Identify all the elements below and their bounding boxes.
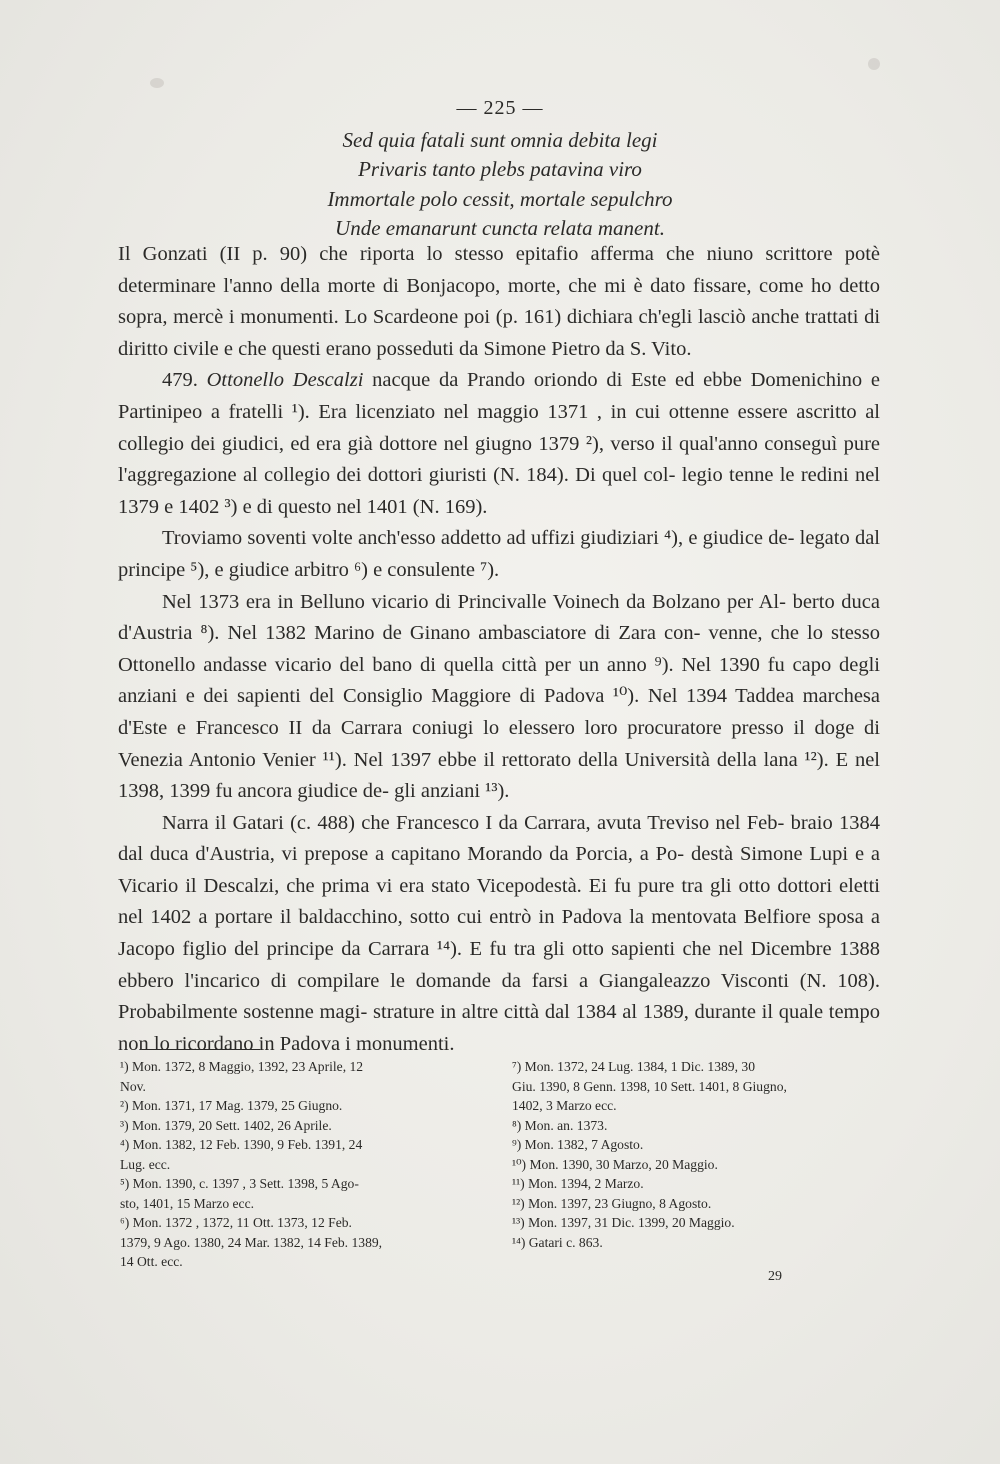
footnotes-left (120, 1057, 490, 1272)
text-line: in Padova la mentovata Belfiore sposa a Jacopo figlio del principe da Carrara ¹⁴). (118, 906, 881, 961)
footnote-line: Giu. 1390, 8 Genn. 1398, 10 Sett. 1401, 8 Giugno, (512, 1078, 787, 1094)
text-line: venne, che lo stesso Ottonello andasse vicario del bano di quella città per un anno ⁹). (118, 622, 881, 676)
paragraph-gatari (118, 808, 880, 1061)
footnote-line: sto, 1401, 15 Marzo ecc. (120, 1195, 255, 1211)
entry-number: 479. (162, 369, 198, 392)
signature-mark: 29 (768, 1269, 782, 1284)
footnote-line: ⁸) Mon. an. 1373. (512, 1117, 608, 1133)
footnote-line: 1379, 9 Ago. 1380, 24 Mar. 1382, 14 Feb. 1389, (120, 1234, 383, 1250)
epitaph-line-1: Sed quia fatali sunt omnia debita legi (342, 128, 658, 152)
footnote-line: ⁵) Mon. 1390, c. 1397 , 3 Sett. 1398, 5 Ago- (120, 1176, 359, 1191)
text-line: Troviamo soventi volte anch'esso addetto ad uffizi giudiziari ⁴), e giudice de- (162, 527, 795, 550)
text-line: gli anziani ¹³). (394, 780, 510, 803)
text-line: loro procuratore presso il doge di Venezia Antonio Venier ¹¹). Nel 1397 ebbe il (118, 716, 880, 771)
text-line: legio tenne le redini nel 1379 e 1402 ³) e di questo nel 1401 (N. 169). (118, 464, 881, 518)
text-line: ascritto al collegio dei giudici, ed era già dottore nel giugno 1379 ²), verso il qual'anno (118, 400, 881, 455)
footnote-line: ²) Mon. 1371, 17 Mag. 1379, 25 Giugno. (120, 1098, 343, 1113)
text-line: in Padova i monumenti. (258, 1032, 455, 1055)
footnote-line: ⁴) Mon. 1382, 12 Feb. 1390, 9 Feb. 1391, 24 (120, 1137, 363, 1152)
page-number: — 225 — (456, 97, 544, 119)
footnote-line: ⁶) Mon. 1372 , 1372, 11 Ott. 1373, 12 Feb. (120, 1215, 352, 1230)
text-line: Il Gonzati (II p. 90) che riporta lo stesso epitafio afferma che niuno scrittore (118, 243, 833, 265)
paragraph-offices (118, 523, 880, 586)
footnote-line: ⁷) Mon. 1372, 24 Lug. 1384, 1 Dic. 1389, 30 (512, 1059, 755, 1074)
epitaph-line-4: Unde emanarunt cuncta relata manent. (335, 216, 665, 240)
epitaph-line-3: Immortale polo cessit, mortale sepulchro (327, 187, 673, 211)
text-line: Nel 1390 fu capo degli anziani e dei sapienti del Consiglio Maggiore di Padova ¹⁰). (118, 653, 880, 708)
entry-name: Ottonello Descalzi (206, 369, 364, 392)
text-line: e Partinipeo a fratelli ¹). Era licenziato nel maggio 1371 , in cui ottenne essere (118, 369, 881, 423)
footnote-line: 1402, 3 Marzo ecc. (512, 1098, 617, 1113)
text-line: legato dal principe ⁵), e giudice arbitro ⁶) e consulente ⁷). (118, 527, 880, 581)
paragraph-479 (118, 365, 880, 523)
footnotes-right (512, 1057, 892, 1252)
text-line: Nel 1394 Taddea marchesa d'Este e Francesco II da Carrara coniugi lo elessero (118, 685, 881, 739)
footnote-line: ¹³) Mon. 1397, 31 Dic. 1399, 20 Maggio. (512, 1215, 735, 1230)
footnote-line: ¹⁴) Gatari c. 863. (512, 1234, 603, 1250)
text-line: Narra il Gatari (c. 488) che Francesco I da Carrara, avuta Treviso nel Feb- (162, 811, 785, 834)
text-line: nacque da Prando oriondo di Este ed ebbe Domenichino (372, 369, 863, 392)
footnote-line: Lug. ecc. (120, 1156, 171, 1172)
epitaph-line-2: Privaris tanto plebs patavina viro (358, 157, 642, 181)
text-line: ho detto sopra, mercè i monumenti. Lo Scardeone poi (p. 161) dichiara ch'egli (118, 274, 880, 329)
paper-speck (868, 58, 880, 70)
text-line: potè determinare l'anno della morte di Bonjacopo, morte, che mi è dato fissare, come (118, 243, 881, 297)
footnote-line: 14 Ott. ecc. (120, 1254, 183, 1269)
text-line: lasciò anche trattati di diritto civile e che questi erano posseduti da Simone Pietro (118, 306, 881, 360)
text-line: strature in altre città dal 1384 al 1389, durante il quale tempo non lo ricordano (118, 1001, 881, 1055)
body-text (118, 239, 880, 1060)
text-line: E fu tra gli otto sapienti che nel Dicembre 1388 ebbero l'incarico di compilare le (118, 938, 881, 992)
footnote-line: Nov. (120, 1078, 146, 1094)
footnote-line: ¹⁰) Mon. 1390, 30 Marzo, 20 Maggio. (512, 1156, 718, 1172)
footnote-line: ⁹) Mon. 1382, 7 Agosto. (512, 1137, 644, 1152)
text-line: Nel 1373 era in Belluno vicario di Princivalle Voinech da Bolzano per Al- (162, 590, 786, 613)
footnote-line: ¹²) Mon. 1397, 23 Giugno, 8 Agosto. (512, 1195, 712, 1211)
text-line: conseguì pure l'aggregazione al collegio dei dottori giuristi (N. 184). Di quel col- (118, 432, 881, 487)
paper-speck (150, 78, 164, 88)
text-line: fu pure tra gli otto dottori eletti nel 1402 a portare il baldacchino, sotto cui entrò (118, 874, 880, 929)
text-line: braio 1384 dal duca d'Austria, vi prepose a capitano Morando da Porcia, a Po- (118, 811, 880, 866)
paragraph-career (118, 587, 880, 808)
text-line: domande da farsi a Giangaleazzo Visconti (N. 108). Probabilmente sostenne magi- (118, 969, 880, 1024)
text-line: berto duca d'Austria ⁸). Nel 1382 Marino de Ginano ambasciatore di Zara con- (118, 590, 881, 645)
footnote-line: ³) Mon. 1379, 20 Sett. 1402, 26 Aprile. (120, 1117, 332, 1133)
footnote-rule (142, 1049, 260, 1050)
paragraph-gonzati (118, 239, 880, 365)
text-line: rettorato della Università della lana ¹²). E nel 1398, 1399 fu ancora giudice de- (118, 748, 880, 803)
footnote-line: ¹¹) Mon. 1394, 2 Marzo. (512, 1176, 644, 1191)
footnote-line: ¹) Mon. 1372, 8 Maggio, 1392, 23 Aprile, 12 (120, 1059, 364, 1074)
text-line: destà Simone Lupi e a Vicario il Descalzi, che prima vi era stato Vicepodestà. Ei (118, 843, 880, 897)
text-line: da S. Vito. (605, 337, 692, 360)
